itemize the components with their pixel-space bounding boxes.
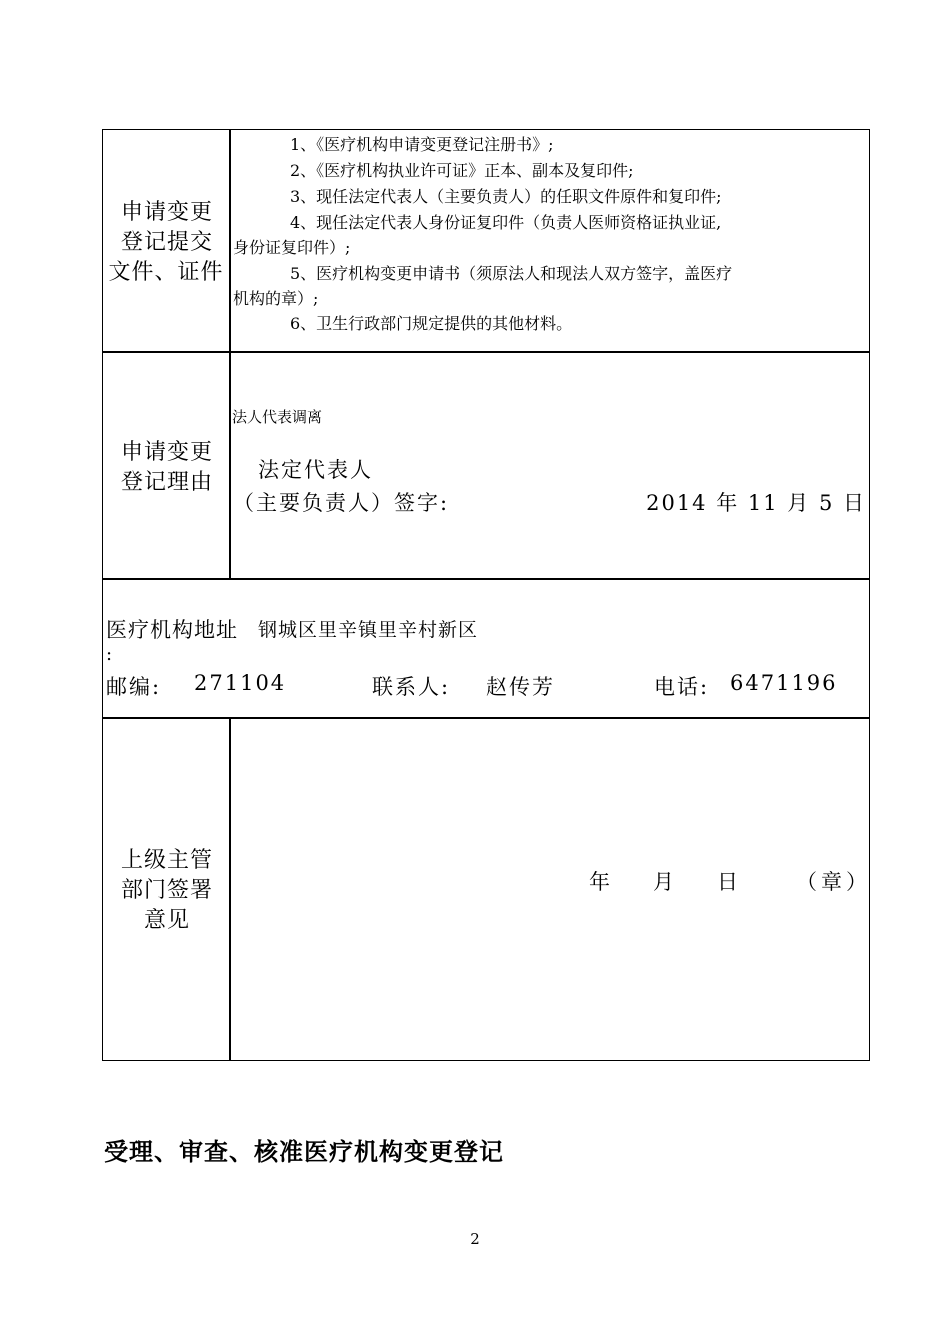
row1-label-line: 登记提交 (120, 230, 213, 255)
row-divider (102, 578, 870, 580)
row4-label-line: 上级主管 (120, 848, 213, 873)
document-item: 2、《医疗机构执业许可证》正本、副本及复印件; (290, 161, 634, 180)
document-item: 4、现任法定代表人身份证复印件（负责人医师资格证执业证, (290, 213, 722, 232)
row1-label (104, 198, 230, 288)
row4-label-line: 部门签署 (120, 878, 213, 903)
approval-month: 月 (653, 870, 676, 894)
seal-mark: （章） (796, 870, 871, 894)
contact-value: 赵传芳 (486, 675, 555, 699)
row2-label-line: 申请变更 (120, 440, 213, 465)
signer-title: 法定代表人 (258, 458, 373, 482)
approval-year: 年 (589, 870, 612, 894)
row4-label-line: 意见 (143, 908, 190, 933)
contact-label: 联系人: (372, 675, 451, 699)
row2-label-line: 登记理由 (120, 470, 213, 495)
document-item: 1、《医疗机构申请变更登记注册书》; (290, 135, 554, 154)
row4-label (104, 846, 230, 936)
row1-label-line: 文件、证件 (108, 260, 224, 285)
document-item: 3、现任法定代表人（主要负责人）的任职文件原件和复印件; (290, 187, 722, 206)
address-colon: : (106, 644, 113, 665)
postcode-value: 271104 (194, 671, 287, 695)
document-item: 机构的章）; (233, 289, 319, 308)
postcode-label: 邮编: (106, 675, 162, 699)
document-item: 5、医疗机构变更申请书（须原法人和现法人双方签字，盖医疗 (290, 264, 733, 283)
approval-day: 日 (717, 870, 740, 894)
sign-date: 2014 年 11 月 5 日 (646, 491, 866, 515)
signer-label: （主要负责人）签字: (233, 491, 450, 515)
document-item: 身份证复印件）; (233, 238, 351, 257)
row1-label-line: 申请变更 (120, 200, 213, 225)
address-value: 钢城区里辛镇里辛村新区 (258, 619, 479, 641)
row-divider (102, 351, 870, 353)
row2-label (104, 438, 230, 498)
address-label: 医疗机构地址 (106, 618, 238, 642)
section-heading: 受理、审查、核准医疗机构变更登记 (104, 1138, 504, 1166)
page-number: 2 (470, 1230, 480, 1248)
document-item: 6、卫生行政部门规定提供的其他材料。 (290, 314, 573, 333)
change-reason: 法人代表调离 (232, 408, 323, 426)
row-divider (102, 717, 870, 719)
phone-label: 电话: (654, 675, 710, 699)
phone-value: 6471196 (730, 671, 838, 695)
